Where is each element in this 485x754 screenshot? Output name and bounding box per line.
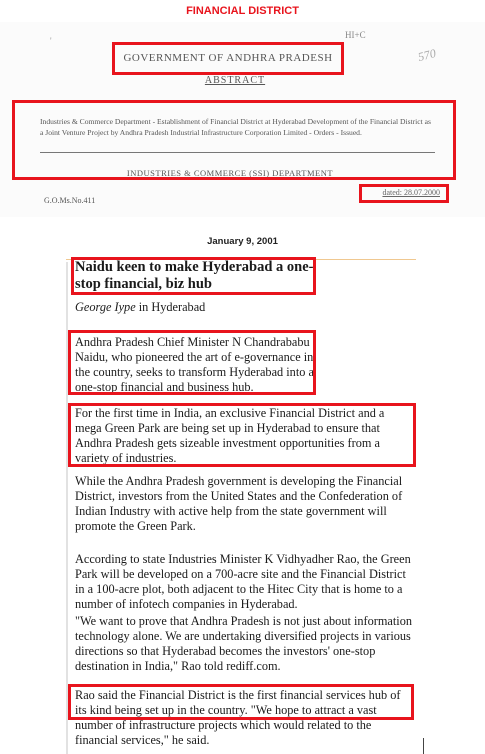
text-cursor bbox=[423, 738, 424, 754]
article-byline bbox=[75, 300, 415, 315]
highlight-box-government bbox=[112, 42, 344, 75]
article-paragraph: For the first time in India, an exclusive Financial District and a mega Green Park are being set up in Hyderabad to ensure that Andhra Pradesh gets sizeable investment opportunities from a variety of industries. bbox=[75, 406, 385, 466]
article-paragraph: According to state Industries Minister K Vidhyadher Rao, the Green Park will be developed on a 700-acre site and the Financial District in a 100-acre plot, both adjacent to the Hitec City that is home to a number of infotech companies in Hyderabad. bbox=[75, 552, 411, 612]
article-date: January 9, 2001 bbox=[207, 236, 278, 247]
highlight-box-paragraph-1 bbox=[68, 330, 316, 395]
byline-location: in Hyderabad bbox=[135, 300, 206, 314]
department-name: INDUSTRIES & COMMERCE (SSI) DEPARTMENT bbox=[126, 168, 334, 178]
article-headline: Naidu keen to make Hyderabad a one-stop financial, biz hub bbox=[75, 259, 314, 292]
page-title: FINANCIAL DISTRICT bbox=[186, 5, 299, 17]
article-paragraph: Andhra Pradesh Chief Minister N Chandrababu Naidu, who pioneered the art of e-governance in the country, seeks to transform Hyderabad into a one-stop financial and business hub. bbox=[75, 335, 314, 395]
handwritten-number: 570 bbox=[416, 46, 438, 64]
abstract-label: ABSTRACT bbox=[204, 75, 266, 86]
highlight-box-subject bbox=[12, 100, 456, 180]
go-number: G.O.Ms.No.411 bbox=[44, 196, 96, 205]
highlight-box-headline bbox=[71, 257, 316, 295]
article-paragraph: Rao said the Financial District is the first financial services hub of its kind being set up in the country. "We hope to attract a vast number of infrastructure projects which would related to the financial services," he said. bbox=[75, 688, 401, 748]
article-paragraph: While the Andhra Pradesh government is developing the Financial District, investors from the United States and the Confederation of Indian Industry with active help from the state government will promote the Green Park. bbox=[75, 474, 403, 534]
article-paragraph: "We want to prove that Andhra Pradesh is not just about information technology alone. We are undertaking diversified projects in various directions so that Hyderabad becomes the investors' one-stop destination in India," Rao told rediff.com. bbox=[75, 614, 413, 674]
handwritten-reference: HI+C bbox=[345, 30, 366, 40]
order-date: dated: 28.07.2000 bbox=[382, 188, 440, 197]
order-subject: Industries & Commerce Department - Establishment of Financial District at Hyderabad Development of the Financial District as a Joint Venture Project by Andhra Pradesh Industrial Infrastructure Corporation Limited - Orders - Issued. bbox=[40, 117, 431, 137]
byline-author: George Iype bbox=[75, 300, 136, 314]
highlight-box-date bbox=[359, 184, 449, 203]
government-name: GOVERNMENT OF ANDHRA PRADESH bbox=[123, 52, 333, 64]
highlight-box-paragraph-6 bbox=[68, 684, 414, 720]
highlight-box-paragraph-2 bbox=[68, 403, 416, 467]
scan-mark: ' bbox=[50, 36, 52, 46]
